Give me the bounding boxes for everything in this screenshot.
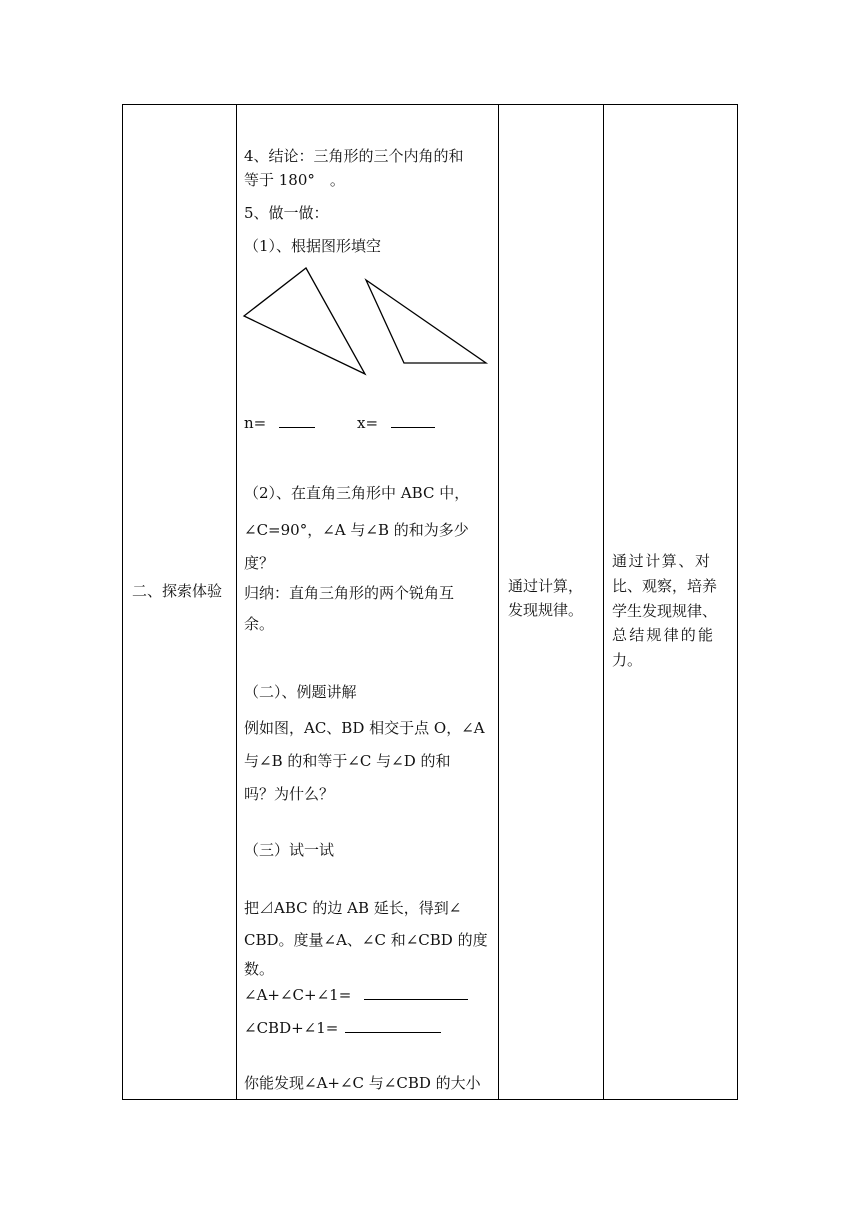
n-answer-row — [244, 408, 315, 439]
example-line-1: 例如图，AC、BD 相交于点 O，∠A — [244, 719, 485, 737]
try-title: （三）试一试 — [244, 841, 335, 859]
final-line: 你能发现∠A+∠C 与∠CBD 的大小 — [244, 1074, 481, 1092]
equation-1-blank[interactable] — [364, 983, 468, 1000]
example-line-3: 吗？为什么？ — [244, 785, 335, 803]
summary-line-1: 归纳：直角三角形的两个锐角互 — [244, 584, 455, 602]
equation-row-2 — [244, 1013, 441, 1044]
triangle-one — [244, 268, 365, 374]
try-line-2: CBD。度量∠A、∠C 和∠CBD 的度 — [244, 931, 488, 949]
equation-row-1 — [244, 980, 468, 1011]
try-line-3: 数。 — [244, 960, 275, 978]
equation-2: ∠CBD+∠1= — [244, 1019, 339, 1037]
n-label: n= — [244, 414, 267, 432]
x-answer-row — [357, 408, 435, 439]
design-intent-line-4: 总结规律的能 — [612, 626, 716, 644]
equation-2-blank[interactable] — [345, 1016, 441, 1033]
example-line-2: 与∠B 的和等于∠C 与∠D 的和 — [244, 752, 451, 770]
conclusion-line-2: 等于 180° 。 — [244, 171, 345, 189]
stage-label: 二、探索体验 — [132, 582, 223, 600]
doit-title: 5、做一做： — [244, 204, 329, 222]
triangle-figures — [238, 262, 498, 382]
n-answer-blank[interactable] — [279, 411, 315, 428]
student-activity-line-1: 通过计算， — [508, 577, 584, 595]
q2-line-1: （2）、在直角三角形中 ABC 中， — [244, 484, 470, 502]
design-intent-line-1: 通过计算、对 — [612, 552, 712, 570]
x-answer-blank[interactable] — [391, 411, 435, 428]
design-intent-line-2: 比、观察，培养 — [612, 577, 718, 595]
equation-1: ∠A+∠C+∠1= — [244, 986, 352, 1004]
q2-line-3: 度？ — [244, 554, 275, 572]
q2-line-2: ∠C=90°，∠A 与∠B 的和为多少 — [244, 521, 469, 539]
summary-line-2: 余。 — [244, 615, 275, 633]
triangle-two — [366, 280, 486, 363]
conclusion-line-1: 4、结论：三角形的三个内角的和 — [244, 147, 464, 165]
student-activity-line-2: 发现规律。 — [508, 601, 584, 619]
design-intent-line-5: 力。 — [612, 651, 643, 669]
example-title: （二）、例题讲解 — [244, 683, 357, 701]
x-label: x= — [357, 414, 379, 432]
design-intent-line-3: 学生发现规律、 — [612, 602, 718, 620]
try-line-1: 把⊿ABC 的边 AB 延长，得到∠ — [244, 899, 462, 917]
q1-title: （1）、根据图形填空 — [244, 237, 382, 255]
